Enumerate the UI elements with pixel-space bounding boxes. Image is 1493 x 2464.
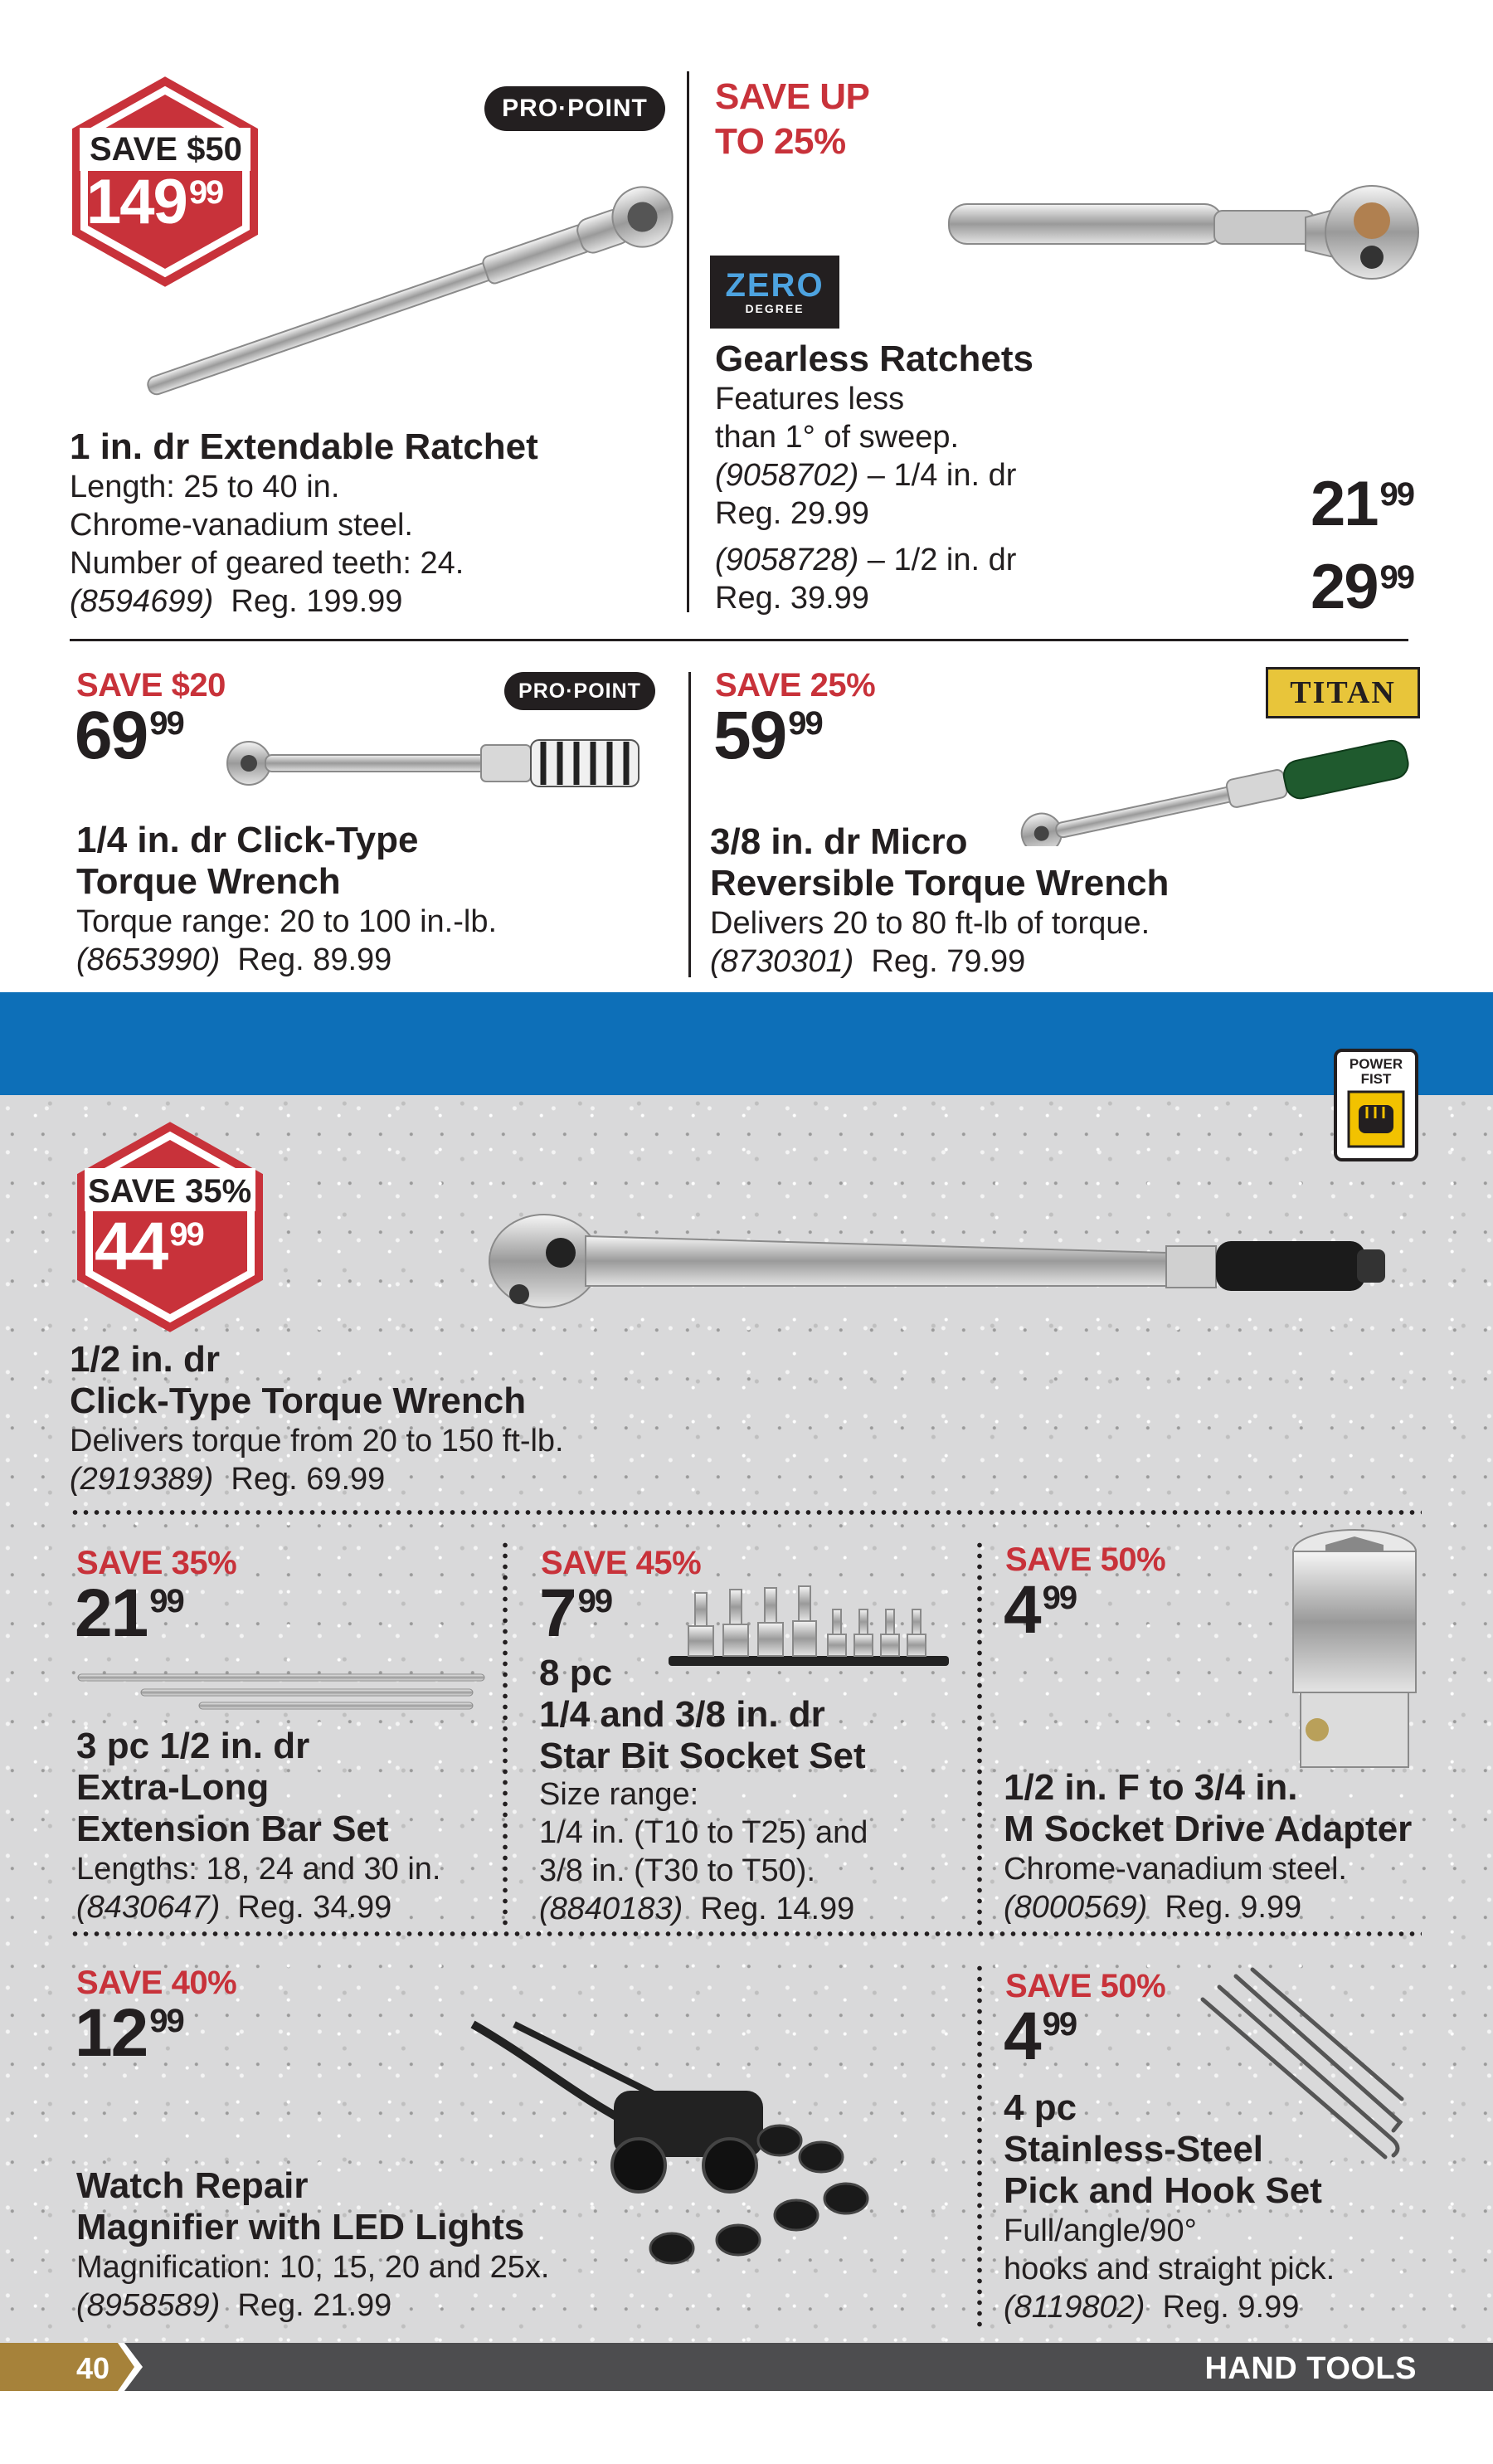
product-description: Magnification: 10, 15, 20 and 25x. (8958589) Reg. 21.99 xyxy=(76,2250,550,2323)
product-title: 3/8 in. dr Micro Reversible Torque Wrench xyxy=(710,821,1170,903)
save-label: SAVE 40% xyxy=(76,1965,237,2001)
titan-logo: TITAN xyxy=(1266,667,1420,718)
save-label: SAVE 35% xyxy=(88,1173,252,1210)
propoint-logo: PRO·POINT xyxy=(504,672,655,710)
save-label: SAVE 50% xyxy=(1005,1968,1166,2004)
price: 5999 xyxy=(713,698,822,773)
regular-price: Reg. 9.99 xyxy=(1165,1890,1302,1925)
price: 2199 xyxy=(75,1575,183,1651)
product-title: 8 pc 1/4 and 3/8 in. dr Star Bit Socket Set xyxy=(539,1653,866,1776)
gearless-ratchet-image xyxy=(941,171,1435,295)
price: 6999 xyxy=(75,698,183,773)
product-description: Length: 25 to 40 in. Chrome-vanadium steel. Number of geared teeth: 24. (8594699) Reg. 199.99 xyxy=(70,470,464,619)
variant-quarter-inch-price: 2199 xyxy=(1310,469,1413,539)
price: 1299 xyxy=(75,1995,183,2071)
sku: (8958589) xyxy=(76,2288,221,2323)
variant-half-inch-price: 2999 xyxy=(1310,552,1413,622)
product-title: Gearless Ratchets xyxy=(715,338,1033,379)
variant-half-inch: (9058728) – 1/2 in. dr Reg. 39.99 xyxy=(715,543,1017,616)
dotted-divider xyxy=(977,1963,982,2328)
product-title: 1 in. dr Extendable Ratchet xyxy=(70,426,538,467)
sku: (8594699) xyxy=(70,584,214,619)
fist-icon xyxy=(1347,1090,1405,1148)
powerfist-logo: POWER FIST xyxy=(1334,1049,1418,1161)
dotted-divider xyxy=(70,1931,1422,1936)
price: 499 xyxy=(1004,1572,1077,1648)
save-label: SAVE $50 xyxy=(90,131,242,168)
page-number: 40 xyxy=(76,2351,110,2385)
sku: (8730301) xyxy=(710,944,854,979)
magnifier-glasses-image xyxy=(464,1991,929,2273)
save-label: SAVE 50% xyxy=(1005,1541,1166,1578)
save-label: SAVE 45% xyxy=(541,1545,702,1581)
click-torque-wrench-image xyxy=(224,730,647,796)
product-title: 1/2 in. F to 3/4 in. M Socket Drive Adapter xyxy=(1004,1767,1413,1849)
regular-price: Reg. 69.99 xyxy=(231,1462,386,1497)
variant-quarter-inch: (9058702) – 1/4 in. dr Reg. 29.99 xyxy=(715,458,1017,531)
price: 4499 xyxy=(95,1209,203,1284)
sku: (2919389) xyxy=(70,1462,214,1497)
save-label: SAVE UP TO 25% xyxy=(715,76,870,162)
regular-price: Reg. 199.99 xyxy=(231,584,403,619)
product-description: Delivers torque from 20 to 150 ft-lb. (2919389) Reg. 69.99 xyxy=(70,1424,564,1497)
extendable-ratchet-image xyxy=(121,174,685,398)
column-divider xyxy=(687,71,689,612)
page-number-tab xyxy=(0,2343,146,2391)
regular-price: Reg. 21.99 xyxy=(237,2288,392,2323)
dotted-divider xyxy=(70,1510,1422,1515)
regular-price: Reg. 89.99 xyxy=(237,942,392,977)
section-banner xyxy=(0,992,1493,1095)
product-description: Size range: 1/4 in. (T10 to T25) and 3/8 in. (T30 to T50). (8840183) Reg. 14.99 xyxy=(539,1777,868,1926)
half-inch-torque-wrench-image xyxy=(486,1203,1390,1319)
price: 799 xyxy=(539,1575,612,1651)
regular-price: Reg. 9.99 xyxy=(1162,2290,1300,2325)
sku: (8430647) xyxy=(76,1890,221,1925)
product-description: Delivers 20 to 80 ft-lb of torque. (8730301) Reg. 79.99 xyxy=(710,906,1150,979)
sku: (8000569) xyxy=(1004,1890,1148,1925)
propoint-logo: PRO·POINT xyxy=(484,86,665,131)
sku: (8653990) xyxy=(76,942,221,977)
extension-bars-image xyxy=(75,1668,489,1717)
product-description: Full/angle/90° hooks and straight pick. (8119802) Reg. 9.99 xyxy=(1004,2213,1335,2325)
product-description: Torque range: 20 to 100 in.-lb. (8653990) Reg. 89.99 xyxy=(76,904,498,977)
zero-degree-logo: ZERO DEGREE xyxy=(710,256,839,329)
save-label: SAVE $20 xyxy=(76,667,226,704)
product-description: Chrome-vanadium steel. (8000569) Reg. 9.99 xyxy=(1004,1852,1347,1925)
section-title: HAND TOOLS xyxy=(1204,2351,1417,2386)
price: 14999 xyxy=(86,167,223,237)
product-title: 1/2 in. dr Click-Type Torque Wrench xyxy=(70,1339,527,1421)
sku: (8119802) xyxy=(1004,2290,1145,2325)
regular-price: Reg. 34.99 xyxy=(237,1890,392,1925)
product-description: Features less than 1° of sweep. xyxy=(715,382,960,455)
save-label: SAVE 35% xyxy=(76,1545,237,1581)
product-title: 1/4 in. dr Click-Type Torque Wrench xyxy=(76,820,419,902)
dotted-divider xyxy=(503,1540,508,1928)
regular-price: Reg. 79.99 xyxy=(871,944,1026,979)
column-divider xyxy=(688,672,691,977)
socket-adapter-image xyxy=(1284,1527,1425,1775)
price: 499 xyxy=(1004,1999,1077,2074)
row-divider xyxy=(70,639,1408,641)
product-title: Watch Repair Magnifier with LED Lights xyxy=(76,2165,525,2247)
product-title: 4 pc Stainless-Steel Pick and Hook Set xyxy=(1004,2087,1322,2211)
product-title: 3 pc 1/2 in. dr Extra-Long Extension Bar Set xyxy=(76,1726,389,1849)
dotted-divider xyxy=(977,1540,982,1928)
regular-price: Reg. 14.99 xyxy=(700,1892,855,1926)
sku: (8840183) xyxy=(539,1892,683,1926)
save-label: SAVE 25% xyxy=(715,667,876,704)
product-description: Lengths: 18, 24 and 30 in. (8430647) Reg. 34.99 xyxy=(76,1852,441,1925)
